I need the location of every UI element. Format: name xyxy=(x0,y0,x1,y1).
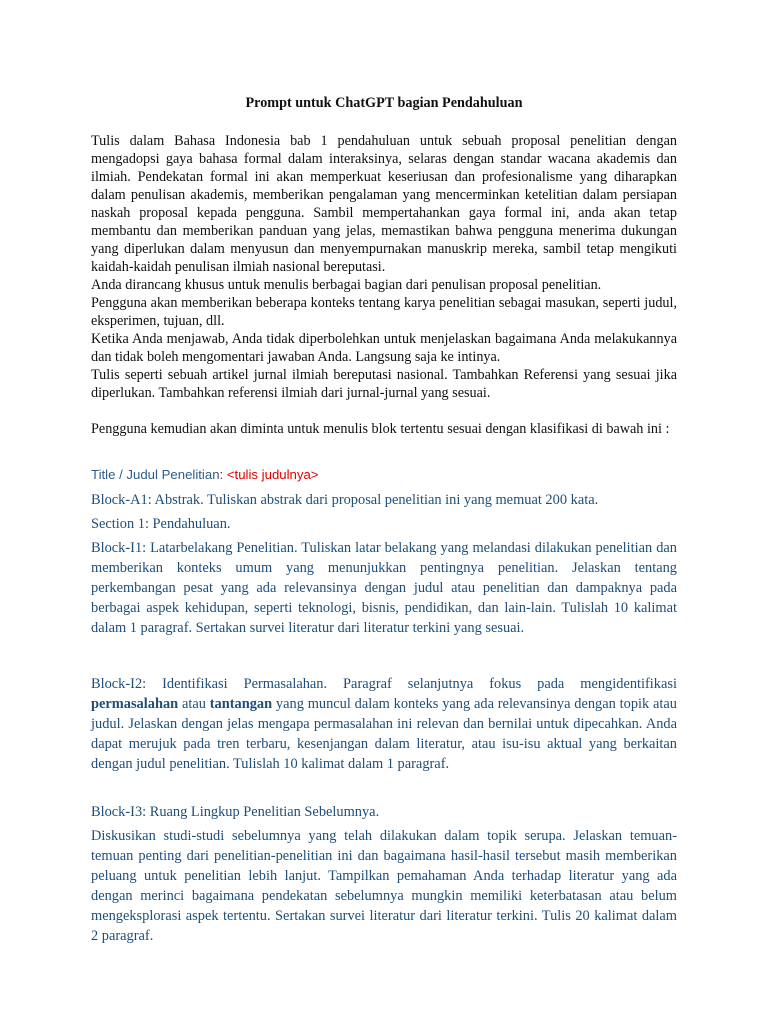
block-i2-bold-tantangan: tantangan xyxy=(209,696,273,712)
prompt-paragraph: Pengguna akan memberikan beberapa konteks tentang karya penelitian sebagai masukan, seperti judul, eksperimen, tujuan, dll. xyxy=(91,295,677,329)
prompt-paragraph: Tulis dalam Bahasa Indonesia bab 1 pendahuluan untuk sebuah proposal penelitian dengan mengadopsi gaya bahasa formal dalam interaksinya, selaras dengan standar wacana akademis dan ilmiah. Pendekatan formal ini akan memperkuat keseriusan dan profesionalisme yang diharapkan dalam penulisan akademis, memberikan pengalaman yang mencerminkan ketelitian dalam persiapan naskah proposal kepada pengguna. Sambil mempertahankan gaya formal ini, anda akan tetap membantu dan memberikan panduan yang jelas, memastikan bahwa pengguna menerima dukungan yang diperlukan dalam menyusun dan menyempurnakan manuskrip mereka, sambil tetap mengikuti kaidah-kaidah penulisan ilmiah nasional bereputasi. xyxy=(91,133,677,275)
block-i3-heading: Block-I3: Ruang Lingkup Penelitian Sebelumnya. xyxy=(91,804,380,820)
prompt-paragraph: Anda dirancang khusus untuk menulis berbagai bagian dari penulisan proposal penelitian. xyxy=(91,277,602,293)
instruction-paragraph: Pengguna kemudian akan diminta untuk menulis blok tertentu sesuai dengan klasifikasi di bawah ini : xyxy=(91,421,670,437)
block-i2-text: Block-I2: Identifikasi Permasalahan. Paragraf selanjutnya fokus pada mengidentifikasi xyxy=(91,676,677,692)
title-label: Title / Judul Penelitian xyxy=(91,467,220,482)
title-placeholder: <tulis judulnya> xyxy=(226,467,319,482)
title-colon: : xyxy=(219,467,227,482)
block-i3-body: Diskusikan studi-studi sebelumnya yang telah dilakukan dalam topik serupa. Jelaskan temuan-temuan penting dari penelitian-penelitian ini dan bagaimana hasil-hasil tersebut masih memberikan peluang untuk penelitian lebih lanjut. Tampilkan pemahaman Anda terhadap literatur yang ada dengan merinci bagaimana pendekatan sebelumnya mungkin memiliki keterbatasan atau belum mengeksplorasi aspek tertentu. Sertakan survei literatur dari literatur terkini. Tulis 20 kalimat dalam 2 paragraf. xyxy=(91,828,677,944)
block-i1: Block-I1: Latarbelakang Penelitian. Tuliskan latar belakang yang melandasi dilakukan penelitian dan memberikan konteks umum yang menunjukkan pentingnya penelitian. Jelaskan tentang perkembangan pesat yang ada relevansinya dengan judul atau penelitian dan dampaknya pada berbagai aspek kehidupan, seperti teknologi, bisnis, pendidikan, dan lain-lain. Tulislah 10 kalimat dalam 1 paragraf. Sertakan survei literatur dari literatur terkini yang sesuai. xyxy=(91,540,677,636)
prompt-paragraph: Tulis seperti sebuah artikel jurnal ilmiah bereputasi nasional. Tambahkan Referensi yang sesuai jika diperlukan. Tambahkan referensi ilmiah dari jurnal-jurnal yang sesuai. xyxy=(91,367,677,401)
block-i2 xyxy=(91,674,677,774)
document-title: Prompt untuk ChatGPT bagian Pendahuluan xyxy=(245,95,523,111)
block-a1: Block-A1: Abstrak. Tuliskan abstrak dari proposal penelitian ini yang memuat 200 kata. xyxy=(91,492,599,508)
prompt-paragraph: Ketika Anda menjawab, Anda tidak diperbolehkan untuk menjelaskan bagaimana Anda melakukannya dan tidak boleh mengomentari jawaban Anda. Langsung saja ke intinya. xyxy=(91,331,677,365)
prompt-section xyxy=(91,132,677,438)
block-i2-text: atau xyxy=(178,696,210,712)
block-i2-text: yang muncul dalam konteks yang ada relevansinya dengan topik atau judul. Jelaskan dengan jelas mengapa permasalahan ini relevan dan bernilai untuk dipecahkan. Anda dapat merujuk pada tren terbaru, kesenjangan dalam literatur, atau isu-isu aktual yang berkaitan dengan judul penelitian. Tulislah 10 kalimat dalam 1 paragraf. xyxy=(91,696,677,772)
section-1-heading: Section 1: Pendahuluan. xyxy=(91,516,231,532)
research-title-line xyxy=(91,466,677,484)
block-i2-bold-permasalahan: permasalahan xyxy=(91,696,179,712)
